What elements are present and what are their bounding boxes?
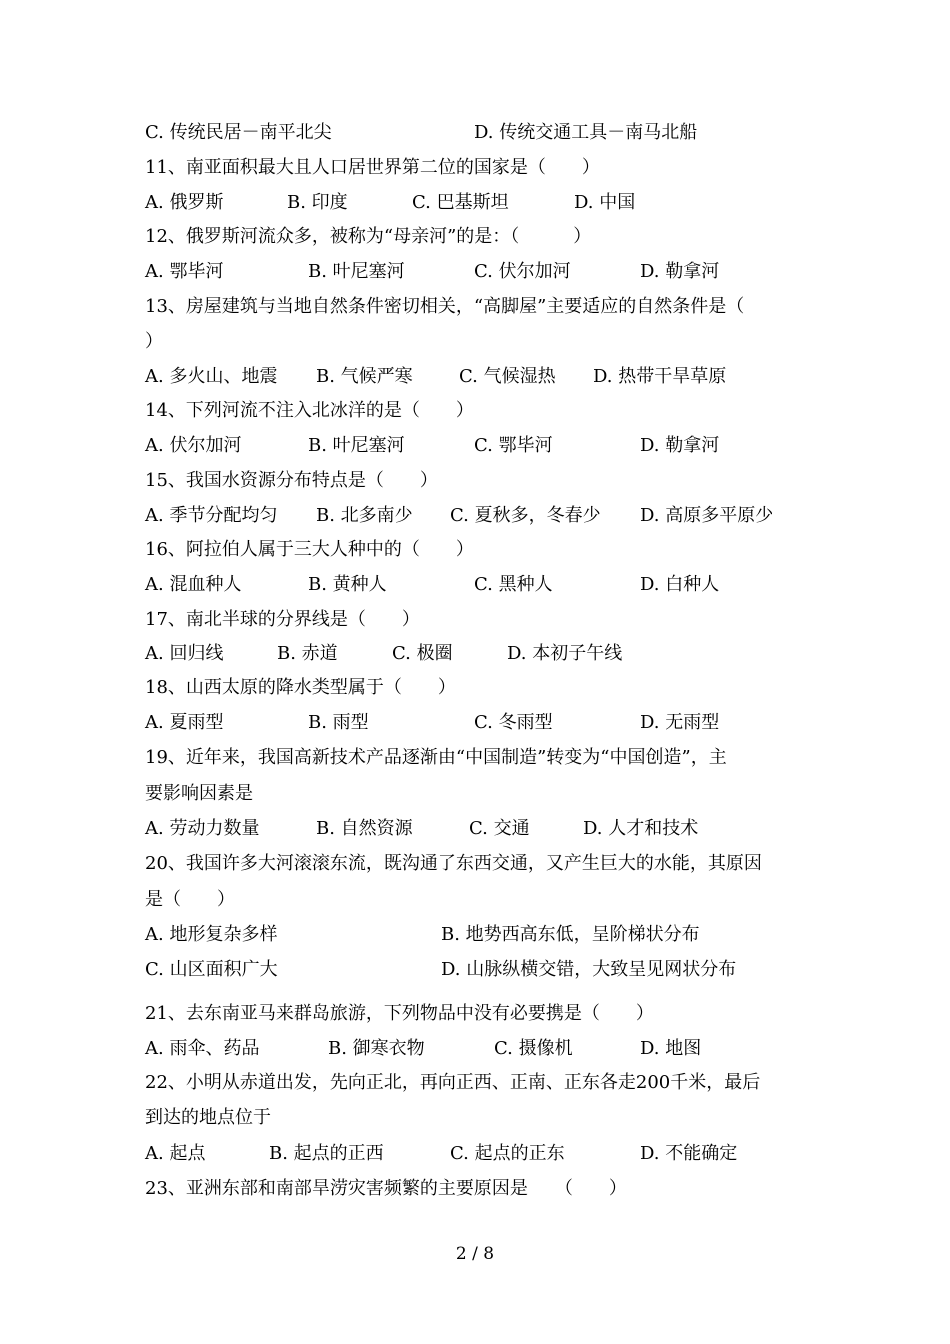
answer-option: C. 冬雨型	[474, 712, 553, 733]
answer-option: D. 高原多平原少	[640, 505, 774, 526]
answer-option: D. 勒拿河	[640, 435, 720, 456]
question-text: ）	[145, 331, 163, 352]
answer-option: C. 伏尔加河	[474, 261, 571, 282]
question-text: 14、下列河流不注入北冰洋的是（ ）	[145, 400, 474, 421]
question-text: 23、亚洲东部和南部旱涝灾害频繁的主要原因是 （ ）	[145, 1178, 627, 1199]
answer-option: A. 混血种人	[145, 574, 242, 595]
answer-option: B. 气候严寒	[316, 366, 413, 387]
question-text: 12、俄罗斯河流众多，被称为“母亲河”的是：（ ）	[145, 226, 592, 247]
question-text: 18、山西太原的降水类型属于（ ）	[145, 677, 456, 698]
question-text: 19、近年来，我国高新技术产品逐渐由“中国制造”转变为“中国创造”，主	[145, 747, 727, 768]
answer-option: A. 多火山、地震	[145, 366, 278, 387]
answer-option: A. 伏尔加河	[145, 435, 242, 456]
question-text: 是（ ）	[145, 889, 235, 910]
answer-option: B. 赤道	[277, 643, 338, 664]
question-text: 22、小明从赤道出发，先向正北，再向正西、正南、正东各走200千米，最后	[145, 1072, 761, 1093]
answer-option: B. 印度	[287, 192, 348, 213]
answer-option: B. 御寒衣物	[328, 1038, 425, 1059]
answer-option: C. 气候湿热	[459, 366, 556, 387]
answer-option: B. 黄种人	[308, 574, 387, 595]
answer-option: A. 回归线	[145, 643, 224, 664]
answer-option: A. 地形复杂多样	[145, 924, 278, 945]
answer-option: B. 雨型	[308, 712, 369, 733]
answer-option: C. 夏秋多，冬春少	[450, 505, 601, 526]
question-text: 20、我国许多大河滚滚东流，既沟通了东西交通，又产生巨大的水能，其原因	[145, 853, 762, 874]
answer-option: C. 起点的正东	[450, 1143, 565, 1164]
answer-option: B. 叶尼塞河	[308, 261, 405, 282]
question-text: 11、南亚面积最大且人口居世界第二位的国家是（ ）	[145, 157, 600, 178]
answer-option: A. 鄂毕河	[145, 261, 224, 282]
answer-option: D. 人才和技术	[583, 818, 699, 839]
answer-option: D. 本初子午线	[507, 643, 623, 664]
question-text: 17、南北半球的分界线是（ ）	[145, 609, 420, 630]
answer-option: C. 巴基斯坦	[412, 192, 509, 213]
answer-option: A. 俄罗斯	[145, 192, 224, 213]
answer-option: D. 中国	[574, 192, 636, 213]
answer-option: D. 地图	[640, 1038, 702, 1059]
answer-option: D. 白种人	[640, 574, 720, 595]
answer-option: D. 无雨型	[640, 712, 720, 733]
answer-option: C. 黑种人	[474, 574, 553, 595]
answer-option: C. 极圈	[392, 643, 453, 664]
question-text: 15、我国水资源分布特点是（ ）	[145, 470, 438, 491]
answer-option: B. 叶尼塞河	[308, 435, 405, 456]
answer-option: A. 雨伞、药品	[145, 1038, 260, 1059]
answer-option: A. 夏雨型	[145, 712, 224, 733]
question-text: 到达的地点位于	[145, 1107, 271, 1128]
answer-option: D. 热带干旱草原	[593, 366, 727, 387]
answer-option: A. 起点	[145, 1143, 206, 1164]
question-text: 要影响因素是	[145, 783, 253, 804]
answer-option: C. 传统民居－南平北尖	[145, 122, 332, 143]
answer-option: D. 传统交通工具－南马北船	[474, 122, 698, 143]
page-number: 2 / 8	[455, 1244, 495, 1264]
answer-option: D. 勒拿河	[640, 261, 720, 282]
answer-option: D. 山脉纵横交错，大致呈见网状分布	[441, 959, 737, 980]
answer-option: B. 北多南少	[316, 505, 413, 526]
answer-option: C. 摄像机	[494, 1038, 573, 1059]
question-text: 16、阿拉伯人属于三大人种中的（ ）	[145, 539, 474, 560]
question-text: 13、房屋建筑与当地自然条件密切相关，“高脚屋”主要适应的自然条件是（	[145, 296, 745, 317]
answer-option: B. 自然资源	[316, 818, 413, 839]
answer-option: B. 地势西高东低，呈阶梯状分布	[441, 924, 700, 945]
answer-option: B. 起点的正西	[269, 1143, 384, 1164]
answer-option: C. 交通	[469, 818, 530, 839]
answer-option: C. 山区面积广大	[145, 959, 278, 980]
answer-option: A. 劳动力数量	[145, 818, 260, 839]
answer-option: C. 鄂毕河	[474, 435, 553, 456]
question-text: 21、去东南亚马来群岛旅游，下列物品中没有必要携是（ ）	[145, 1003, 654, 1024]
answer-option: A. 季节分配均匀	[145, 505, 278, 526]
answer-option: D. 不能确定	[640, 1143, 738, 1164]
